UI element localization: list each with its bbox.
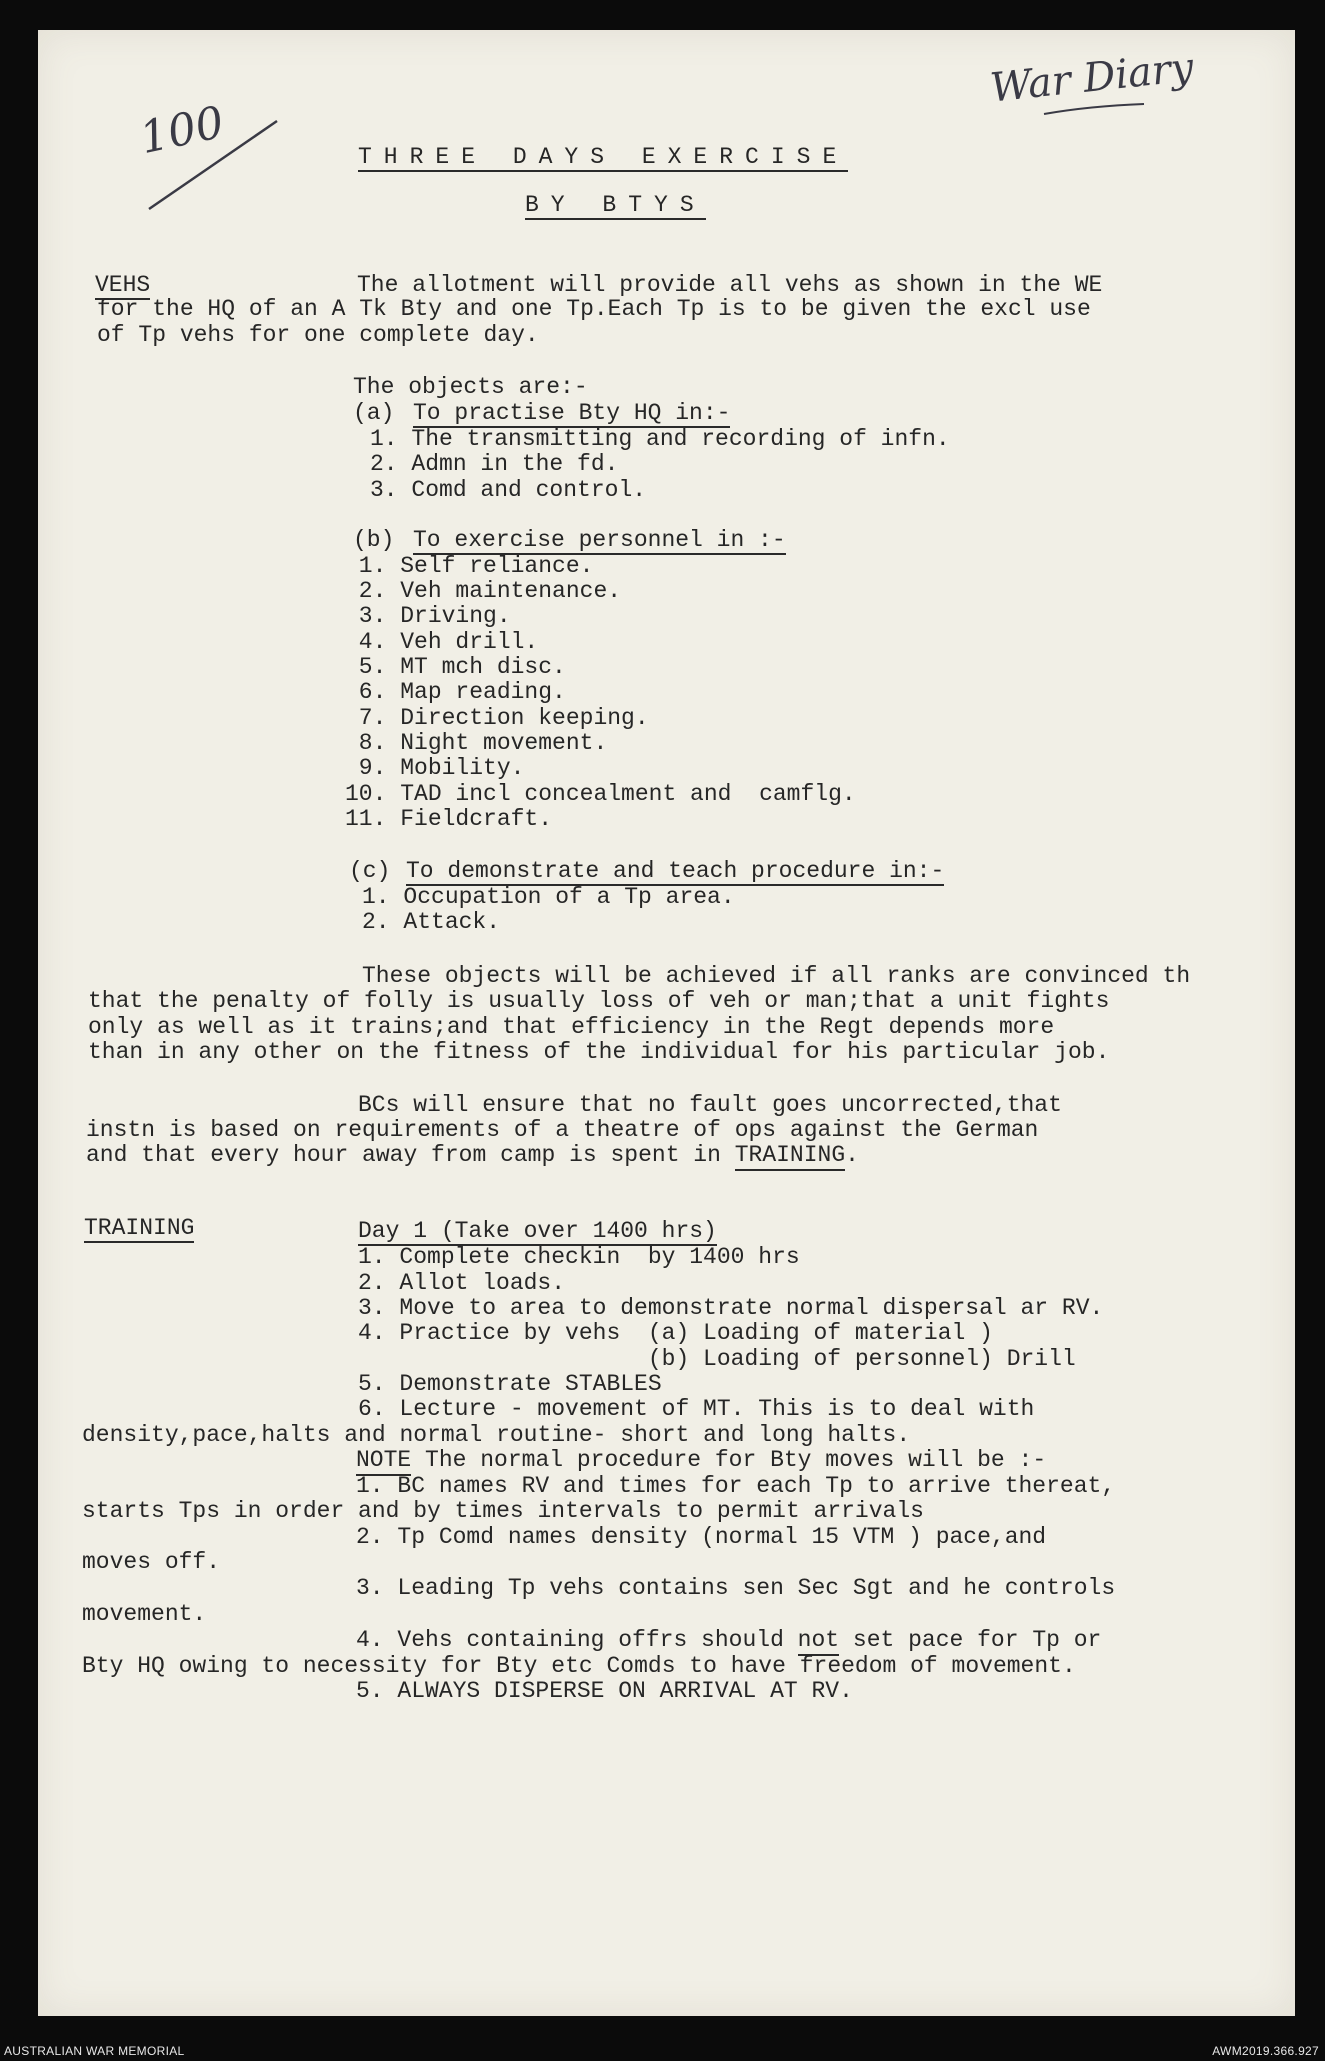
list-item: movement. <box>82 1601 207 1627</box>
list-item: (b) Loading of personnel) Drill <box>358 1346 1076 1372</box>
list-item: 11. Fieldcraft. <box>345 806 553 832</box>
folio-number: 100 <box>135 96 229 165</box>
list-item: 3. Comd and control. <box>370 477 647 503</box>
list-item: 6. Map reading. <box>345 679 566 705</box>
list-item: density,pace,halts and normal routine- short and long halts. <box>82 1422 911 1448</box>
list-item: 5. MT mch disc. <box>345 654 566 680</box>
footer-credit: AUSTRALIAN WAR MEMORIAL <box>4 2044 185 2058</box>
objects-b-heading: To exercise personnel in :- <box>413 527 786 553</box>
war-diary-underline <box>1040 100 1150 120</box>
list-item: 1. The transmitting and recording of infn. <box>370 426 950 452</box>
list-item <box>356 1629 1101 1652</box>
emphasis-not: not <box>798 1627 839 1656</box>
list-item: 1. Complete checkin by 1400 hrs <box>358 1244 800 1270</box>
list-item: 6. Lecture - movement of MT. This is to deal with <box>358 1396 1035 1422</box>
list-item: starts Tps in order and by times intervals to permit arrivals <box>82 1498 924 1524</box>
list-item: 9. Mobility. <box>345 755 525 781</box>
paragraph-line <box>86 1144 859 1167</box>
vehs-line: The allotment will provide all vehs as shown in the WE <box>357 272 1103 298</box>
training-emphasis: TRAINING <box>735 1142 845 1171</box>
list-item: 1. BC names RV and times for each Tp to arrive thereat, <box>356 1473 1116 1499</box>
list-item: 1. Self reliance. <box>345 553 594 579</box>
day-heading: Day 1 (Take over 1400 hrs) <box>358 1218 717 1244</box>
list-text: 4. Vehs containing offrs should <box>356 1627 798 1653</box>
paragraph-text: and that every hour away from camp is spent in <box>86 1142 735 1168</box>
paragraph-line: only as well as it trains;and that efficiency in the Regt depends more <box>88 1014 1055 1040</box>
list-item: 2. Veh maintenance. <box>345 578 622 604</box>
paragraph-line: These objects will be achieved if all ranks are convinced th <box>362 963 1191 989</box>
paragraph-line: that the penalty of folly is usually loss of veh or man;that a unit fights <box>88 988 1110 1014</box>
folio-strike <box>145 115 285 215</box>
objects-a-heading: To practise Bty HQ in:- <box>413 400 731 426</box>
list-item: 2. Attack. <box>362 909 501 935</box>
list-item: 3. Move to area to demonstrate normal dispersal ar RV. <box>358 1295 1104 1321</box>
paragraph-line: instn is based on requirements of a theatre of ops against the German <box>86 1117 1039 1143</box>
list-item: 1. Occupation of a Tp area. <box>362 884 735 910</box>
list-text: set pace for Tp or <box>839 1627 1102 1653</box>
vehs-line: for the HQ of an A Tk Bty and one Tp.Each Tp is to be given the excl use <box>97 296 1091 322</box>
list-item: 4. Veh drill. <box>345 629 539 655</box>
list-item: 2. Tp Comd names density (normal 15 VTM ) pace,and <box>356 1524 1047 1550</box>
war-diary-annotation: War Diary <box>988 44 1196 112</box>
paragraph-line: BCs will ensure that no fault goes uncorrected,that <box>358 1092 1062 1118</box>
objects-c-heading: To demonstrate and teach procedure in:- <box>406 858 945 884</box>
paragraph-line: than in any other on the fitness of the individual for his particular job. <box>88 1039 1110 1065</box>
page-title: THREE DAYS EXERCISE <box>358 144 849 170</box>
paragraph-text: . <box>845 1142 859 1168</box>
objects-c-label: (c) <box>349 858 391 884</box>
list-item: 4. Practice by vehs (a) Loading of material ) <box>358 1320 993 1346</box>
list-item: 2. Admn in the fd. <box>370 451 619 477</box>
page-subtitle: BY BTYS <box>525 192 706 218</box>
list-item: 7. Direction keeping. <box>345 705 649 731</box>
objects-a-label: (a) <box>353 400 395 426</box>
list-item: 3. Leading Tp vehs contains sen Sec Sgt and he controls <box>356 1575 1116 1601</box>
note-text: The normal procedure for Bty moves will be :- <box>411 1447 1047 1473</box>
vehs-heading: VEHS <box>95 272 151 298</box>
note-line <box>356 1449 1046 1472</box>
list-item: Bty HQ owing to necessity for Bty etc Comds to have freedom of movement. <box>82 1653 1076 1679</box>
list-item: 3. Driving. <box>345 603 511 629</box>
vehs-line: of Tp vehs for one complete day. <box>97 322 539 348</box>
objects-b-label: (b) <box>353 527 395 553</box>
objects-intro: The objects are:- <box>353 374 588 400</box>
list-item: 5. ALWAYS DISPERSE ON ARRIVAL AT RV. <box>356 1678 853 1704</box>
list-item: 10. TAD incl concealment and camflg. <box>345 781 856 807</box>
list-item: 8. Night movement. <box>345 730 608 756</box>
list-item: moves off. <box>82 1549 221 1575</box>
note-label: NOTE <box>356 1447 411 1476</box>
footer-accession-number: AWM2019.366.927 <box>1212 2044 1319 2058</box>
training-heading: TRAINING <box>84 1215 195 1241</box>
list-item: 5. Demonstrate STABLES <box>358 1371 662 1397</box>
list-item: 2. Allot loads. <box>358 1270 566 1296</box>
